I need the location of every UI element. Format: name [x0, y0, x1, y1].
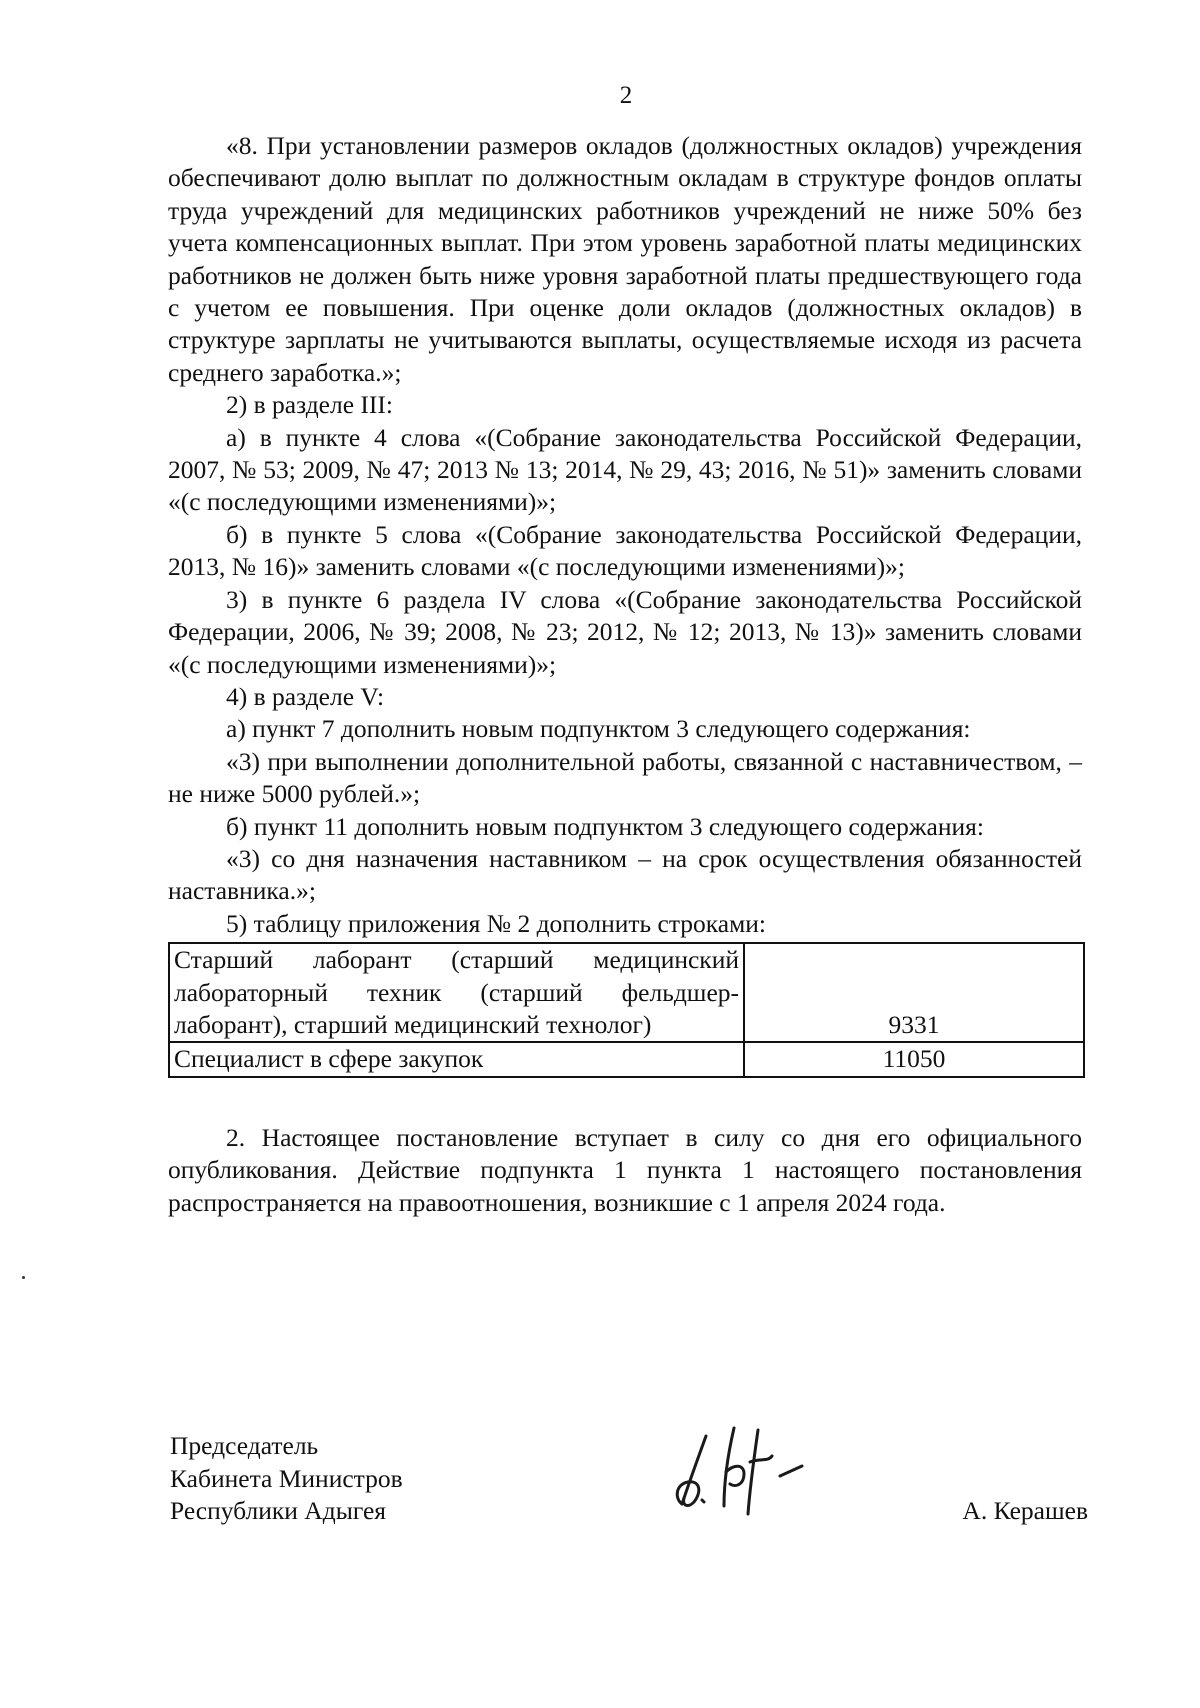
signatory-title-line: Кабинета Министров — [170, 1463, 403, 1493]
scan-artifact-dot — [22, 1276, 25, 1279]
table-cell-position: Старший лаборант (старший медицинский лабораторный техник (старший фельдшер-лаборант), старший медицинский технолог) — [169, 943, 744, 1042]
table-row — [169, 943, 1084, 1042]
paragraph-5a-quote: «3) при выполнении дополнительной работы, связанной с наставничеством, – не ниже 5000 рублей.»; — [168, 746, 1082, 809]
signatory-title-line: Председатель — [170, 1431, 319, 1460]
paragraph-item-8: «8. При установлении размеров окладов (должностных окладов) учреждения обеспечивают долю выплат по должностным окладам в структуре фондов оплаты труда учреждений для медицинских работников учреждений не ниже 50% без учета компенсационных выплат. При этом уровень заработной платы медицинских работников не должен быть ниже уровня заработной платы предшествующего года с учетом ее повышения. При оценке доли окладов (должностных окладов) в структуре зарплаты не учитываются выплаты, осуществляемые исходя из расчета среднего заработка.»; — [168, 131, 1082, 387]
page-number: 2 — [619, 82, 633, 109]
paragraph-section-iv: 3) в пункте 6 раздела IV слова «(Собрание законодательства Российской Федерации, 2006, № 39; 2008, № 23; 2012, № 12; 2013, № 13)» заменить словами «(с последующими изменениями)»; — [168, 584, 1082, 679]
paragraph-section-v: 4) в разделе V: — [226, 681, 385, 711]
table-row — [169, 1042, 1084, 1076]
document-body — [168, 130, 1082, 1219]
amendment-table — [168, 942, 1085, 1078]
paragraph-3b: б) в пункте 5 слова «(Собрание законодательства Российской Федерации, 2013, № 16)» заменить словами «(с последующими изменениями)»; — [168, 519, 1082, 582]
table-cell-position: Специалист в сфере закупок — [169, 1042, 744, 1076]
paragraph-5a: а) пункт 7 дополнить новым подпунктом 3 следующего содержания: — [226, 714, 971, 744]
paragraph-table-intro: 5) таблицу приложения № 2 дополнить строками: — [226, 908, 766, 938]
signature-block — [170, 1430, 1088, 1550]
paragraph-5b-quote: «3) со дня назначения наставником – на срок осуществления обязанностей наставника.»; — [168, 843, 1082, 906]
signatory-name: А. Керашев — [962, 1496, 1088, 1525]
paragraph-effective-date: 2. Настоящее постановление вступает в силу со дня его официального опубликования. Действие подпункта 1 пункта 1 настоящего постановления распространяется на правоотношения, возникшие с 1 апреля 2024 года. — [168, 1122, 1082, 1217]
handwritten-signature — [668, 1418, 838, 1518]
paragraph-3a: а) в пункте 4 слова «(Собрание законодательства Российской Федерации, 2007, № 53; 2009, № 47; 2013 № 13; 2014, № 29, 43; 2016, № 51)» заменить словами «(с последующими изменениями)»; — [168, 422, 1082, 517]
signatory-title — [170, 1430, 403, 1528]
table-cell-value: 11050 — [744, 1042, 1084, 1076]
signatory-title-line: Республики Адыгея — [170, 1496, 386, 1525]
table-cell-value: 9331 — [744, 943, 1084, 1042]
paragraph-5b: б) пункт 11 дополнить новым подпунктом 3 следующего содержания: — [226, 811, 984, 841]
paragraph-section-iii: 2) в разделе III: — [226, 390, 393, 420]
